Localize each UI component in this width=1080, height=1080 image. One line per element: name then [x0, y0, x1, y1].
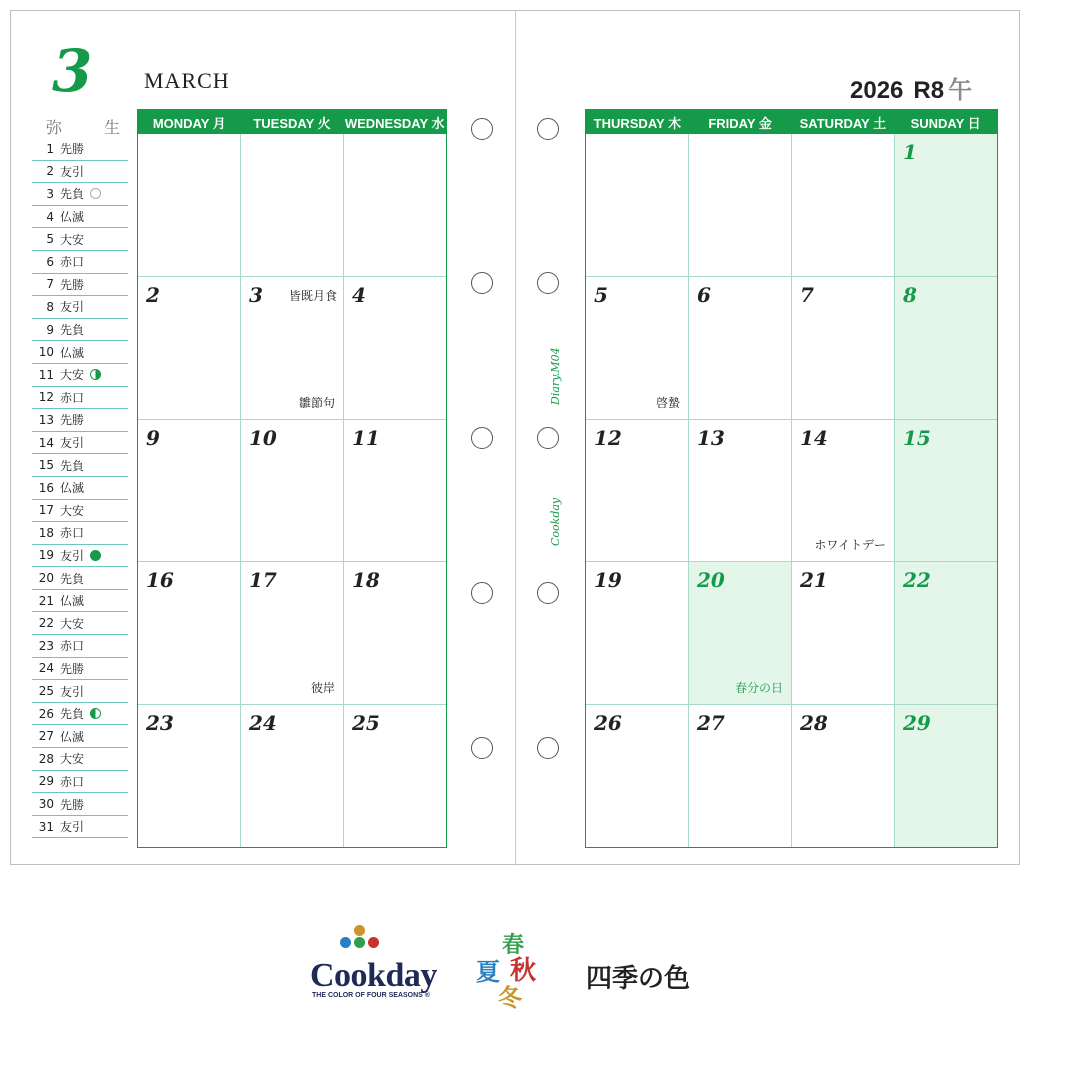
- day-number: 24: [249, 711, 277, 736]
- rokuyo-day: 28: [38, 751, 54, 766]
- rokuyo-label: 赤口: [60, 390, 85, 405]
- day-cell[interactable]: [240, 705, 343, 847]
- week-row: [586, 276, 997, 419]
- rokuyo-label: 赤口: [60, 639, 85, 654]
- diary-code: Diary.M04: [549, 347, 562, 405]
- day-note: 彼岸: [310, 681, 335, 696]
- rokuyo-day: 20: [38, 571, 54, 586]
- day-number: 6: [697, 282, 711, 307]
- month-name: MARCH: [144, 68, 230, 93]
- rokuyo-day: 14: [38, 435, 54, 450]
- rokuyo-row: [32, 658, 128, 681]
- day-cell[interactable]: [894, 562, 997, 704]
- day-number: 16: [146, 568, 174, 593]
- day-note: 雛節句: [298, 395, 335, 410]
- day-number: 23: [146, 711, 174, 736]
- rokuyo-day: 21: [38, 593, 54, 608]
- autumn-glyph: 秋: [510, 956, 537, 986]
- day-number: 28: [800, 711, 828, 736]
- rokuyo-label: 大安: [60, 368, 85, 383]
- rokuyo-label: 大安: [60, 752, 85, 767]
- rokuyo-label: 大安: [60, 232, 85, 247]
- binder-hole: [471, 582, 493, 604]
- rokuyo-label: 友引: [60, 820, 85, 835]
- rokuyo-label: 仏滅: [60, 594, 85, 609]
- day-cell[interactable]: [894, 705, 997, 847]
- rokuyo-row: [32, 703, 128, 726]
- rokuyo-label: 大安: [60, 503, 85, 518]
- day-cell[interactable]: [586, 134, 688, 276]
- rokuyo-day: 18: [38, 525, 54, 540]
- day-cell[interactable]: [138, 134, 240, 276]
- weekday-label: WEDNESDAY 水: [344, 115, 445, 131]
- binder-hole: [537, 582, 559, 604]
- rokuyo-label: 友引: [60, 684, 85, 699]
- rokuyo-row: [32, 612, 128, 635]
- rokuyo-label: 仏滅: [60, 481, 85, 496]
- month-number: 3: [52, 37, 93, 105]
- rokuyo-day: 22: [38, 616, 54, 631]
- rokuyo-row: [32, 161, 128, 184]
- day-number: 10: [249, 425, 277, 450]
- spring-glyph: 春: [502, 932, 525, 958]
- rokuyo-label: 仏滅: [60, 210, 85, 225]
- weekday-label: SATURDAY 土: [799, 115, 887, 131]
- rokuyo-day: 25: [38, 684, 54, 699]
- binder-hole: [471, 118, 493, 140]
- weekday-label: FRIDAY 金: [708, 115, 772, 131]
- rokuyo-day: 1: [46, 141, 54, 156]
- week-row: [586, 134, 997, 276]
- day-number: 27: [697, 711, 725, 736]
- weekday-label: MONDAY 月: [152, 115, 226, 131]
- day-number: 19: [594, 568, 622, 593]
- rokuyo-row: [32, 274, 128, 297]
- day-number: 7: [800, 282, 814, 307]
- week-row: [138, 704, 446, 847]
- rokuyo-day: 2: [46, 164, 54, 179]
- day-cell[interactable]: [791, 420, 894, 562]
- moon-last-icon: [90, 708, 101, 719]
- day-number: 12: [594, 425, 622, 450]
- day-note: ホワイトデー: [814, 538, 886, 553]
- year-number: 2026: [850, 77, 904, 104]
- color-dots-icon: [340, 925, 380, 955]
- rokuyo-row: [32, 477, 128, 500]
- day-cell[interactable]: [138, 705, 240, 847]
- week-row: [138, 276, 446, 419]
- day-cell[interactable]: [138, 420, 240, 562]
- rokuyo-day: 13: [38, 412, 54, 427]
- day-number: 15: [903, 425, 931, 450]
- day-number: 2: [146, 282, 160, 307]
- rokuyo-row: [32, 341, 128, 364]
- rokuyo-day: 26: [38, 706, 54, 721]
- day-cell[interactable]: [894, 134, 997, 276]
- rokuyo-day: 30: [38, 797, 54, 812]
- binder-hole: [471, 272, 493, 294]
- rokuyo-row: [32, 138, 128, 161]
- day-cell[interactable]: [240, 277, 343, 419]
- week-row: [138, 419, 446, 562]
- year-label: [850, 70, 972, 105]
- weekday-header-left: [138, 110, 446, 134]
- rokuyo-row: [32, 500, 128, 523]
- rokuyo-row: [32, 793, 128, 816]
- day-cell[interactable]: [240, 420, 343, 562]
- rokuyo-day: 23: [38, 638, 54, 653]
- day-cell[interactable]: [688, 705, 791, 847]
- page-fold-line: [515, 10, 516, 865]
- cookday-logo: [310, 925, 460, 1000]
- rokuyo-row: [32, 635, 128, 658]
- brand-tagline: THE COLOR OF FOUR SEASONS ®: [312, 992, 430, 999]
- rokuyo-list: [32, 138, 128, 838]
- rokuyo-row: [32, 725, 128, 748]
- day-cell[interactable]: [240, 134, 343, 276]
- week-row: [586, 419, 997, 562]
- rokuyo-day: 6: [46, 254, 54, 269]
- moon-first-icon: [90, 369, 101, 380]
- rokuyo-label: 仏滅: [60, 345, 85, 360]
- rokuyo-row: [32, 771, 128, 794]
- rokuyo-row: [32, 228, 128, 251]
- day-number: 17: [249, 568, 277, 593]
- rokuyo-day: 29: [38, 774, 54, 789]
- rokuyo-row: [32, 319, 128, 342]
- day-number: 13: [697, 425, 725, 450]
- calendar-left-page: [137, 109, 447, 848]
- binder-hole: [471, 737, 493, 759]
- summer-glyph: 夏: [476, 957, 500, 986]
- rokuyo-row: [32, 432, 128, 455]
- day-cell[interactable]: [343, 277, 446, 419]
- day-cell[interactable]: [240, 562, 343, 704]
- day-number: 26: [594, 711, 622, 736]
- rokuyo-day: 19: [38, 548, 54, 563]
- calendar-right-page: [585, 109, 998, 848]
- era-label: R8: [913, 77, 945, 104]
- rokuyo-row: [32, 680, 128, 703]
- rokuyo-label: 仏滅: [60, 729, 85, 744]
- rokuyo-day: 5: [46, 232, 54, 247]
- day-number: 18: [352, 568, 380, 593]
- week-row: [586, 561, 997, 704]
- moon-full-icon: [90, 550, 101, 561]
- rokuyo-row: [32, 387, 128, 410]
- day-note: 啓蟄: [655, 395, 680, 410]
- day-cell[interactable]: [138, 562, 240, 704]
- day-number: 11: [352, 425, 380, 450]
- day-note: 春分の日: [734, 681, 783, 696]
- day-number: 22: [903, 568, 931, 593]
- day-number: 14: [800, 425, 828, 450]
- rokuyo-day: 11: [38, 367, 54, 382]
- day-number: 29: [903, 711, 931, 736]
- rokuyo-day: 15: [38, 458, 54, 473]
- rokuyo-label: 先勝: [60, 142, 85, 157]
- rokuyo-label: 先負: [60, 458, 85, 473]
- day-cell[interactable]: [586, 277, 688, 419]
- day-number: 5: [594, 282, 608, 307]
- day-cell[interactable]: [138, 277, 240, 419]
- binder-hole: [537, 272, 559, 294]
- day-cell[interactable]: [688, 420, 791, 562]
- day-number: 4: [352, 282, 366, 307]
- rokuyo-day: 31: [38, 819, 54, 834]
- four-seasons-logo: [474, 928, 546, 1012]
- rokuyo-label: 先勝: [60, 277, 85, 292]
- rokuyo-label: 大安: [60, 616, 85, 631]
- rokuyo-label: 赤口: [60, 526, 85, 541]
- rokuyo-day: 24: [38, 661, 54, 676]
- rokuyo-row: [32, 545, 128, 568]
- binder-hole: [537, 427, 559, 449]
- binding-brand: Cookday: [549, 497, 562, 546]
- rokuyo-label: 赤口: [60, 774, 85, 789]
- moon-new-icon: [90, 188, 101, 199]
- rokuyo-label: 先勝: [60, 797, 85, 812]
- rokuyo-row: [32, 296, 128, 319]
- week-row: [138, 561, 446, 704]
- day-number: 9: [146, 425, 160, 450]
- binder-hole: [471, 427, 493, 449]
- rokuyo-label: 先負: [60, 187, 85, 202]
- rokuyo-day: 3: [46, 186, 54, 201]
- rokuyo-row: [32, 251, 128, 274]
- day-cell[interactable]: [343, 134, 446, 276]
- day-cell[interactable]: [791, 134, 894, 276]
- week-row: [586, 704, 997, 847]
- sidebar-title: [32, 115, 128, 138]
- seasons-title: 四季の色: [586, 964, 691, 994]
- rokuyo-day: 8: [46, 299, 54, 314]
- rokuyo-label: 先負: [60, 571, 85, 586]
- day-cell[interactable]: [688, 562, 791, 704]
- day-cell[interactable]: [343, 562, 446, 704]
- rokuyo-row: [32, 567, 128, 590]
- day-cell[interactable]: [791, 705, 894, 847]
- weekday-label: TUESDAY 火: [253, 115, 331, 131]
- rokuyo-day: 16: [38, 480, 54, 495]
- rokuyo-label: 友引: [60, 300, 85, 315]
- binder-hole: [537, 118, 559, 140]
- day-number: 20: [697, 568, 725, 593]
- rokuyo-row: [32, 748, 128, 771]
- day-cell[interactable]: [586, 420, 688, 562]
- rokuyo-day: 12: [38, 390, 54, 405]
- rokuyo-label: 友引: [60, 548, 85, 563]
- binder-hole: [537, 737, 559, 759]
- day-cell[interactable]: [894, 420, 997, 562]
- day-number: 8: [903, 282, 917, 307]
- rokuyo-row: [32, 409, 128, 432]
- rokuyo-label: 友引: [60, 164, 85, 179]
- brand-wordmark: Cookday: [310, 957, 437, 994]
- day-cell[interactable]: [688, 277, 791, 419]
- day-cell[interactable]: [343, 705, 446, 847]
- rokuyo-row: [32, 816, 128, 839]
- rokuyo-label: 先勝: [60, 413, 85, 428]
- day-cell[interactable]: [343, 420, 446, 562]
- day-number: 25: [352, 711, 380, 736]
- day-note: 皆既月食: [288, 288, 337, 303]
- day-cell[interactable]: [894, 277, 997, 419]
- rokuyo-label: 赤口: [60, 255, 85, 270]
- rokuyo-day: 4: [46, 209, 54, 224]
- sidebar-title-left: 弥: [46, 118, 63, 137]
- rokuyo-label: 友引: [60, 436, 85, 451]
- winter-glyph: 冬: [498, 983, 522, 1012]
- day-number: 1: [903, 140, 917, 164]
- rokuyo-day: 9: [46, 322, 54, 337]
- day-cell[interactable]: [791, 277, 894, 419]
- rokuyo-day: 27: [38, 729, 54, 744]
- zodiac-label: 午: [948, 76, 973, 104]
- rokuyo-row: [32, 522, 128, 545]
- rokuyo-row: [32, 183, 128, 206]
- rokuyo-day: 7: [46, 277, 54, 292]
- day-cell[interactable]: [586, 705, 688, 847]
- weekday-header-right: [586, 110, 997, 134]
- rokuyo-row: [32, 206, 128, 229]
- rokuyo-row: [32, 364, 128, 387]
- sidebar-title-right: 生: [103, 118, 120, 137]
- week-row: [138, 134, 446, 276]
- day-number: 21: [800, 568, 828, 593]
- day-number: 3: [249, 282, 263, 307]
- rokuyo-day: 17: [38, 503, 54, 518]
- rokuyo-row: [32, 590, 128, 613]
- weekday-label: THURSDAY 木: [593, 115, 682, 131]
- rokuyo-row: [32, 454, 128, 477]
- day-cell[interactable]: [586, 562, 688, 704]
- rokuyo-label: 先負: [60, 707, 85, 722]
- rokuyo-day: 10: [38, 345, 54, 360]
- weekday-label: SUNDAY 日: [910, 115, 981, 131]
- rokuyo-label: 先勝: [60, 661, 85, 676]
- day-cell[interactable]: [791, 562, 894, 704]
- rokuyo-label: 先負: [60, 323, 85, 338]
- day-cell[interactable]: [688, 134, 791, 276]
